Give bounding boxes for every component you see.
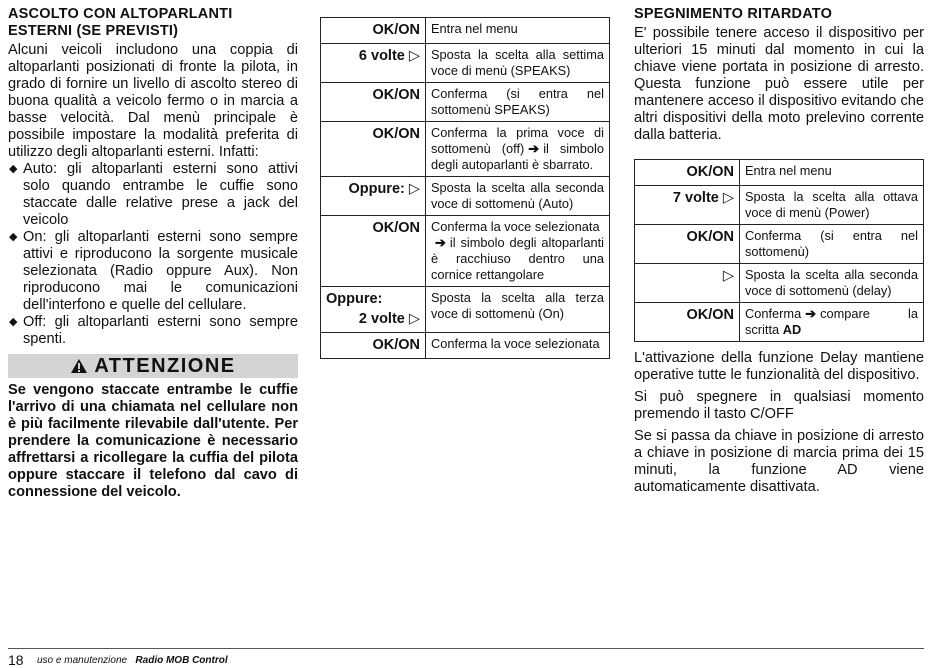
table-row: [321, 287, 610, 333]
table-row: [321, 333, 610, 359]
step-key: Oppure: 2 volte ▷: [321, 287, 426, 333]
delay-para-1: L'attivazione della funzione Delay mantiene operative tutte le funzionalità del dispositivo.: [634, 350, 924, 383]
step-text: Conferma ➔ compare la scritta AD: [740, 303, 924, 342]
triangle-right-icon: ▷: [722, 190, 734, 206]
table-row: [635, 160, 924, 186]
diamond-bullet-icon: ◆: [9, 316, 18, 328]
right-column: [634, 0, 924, 496]
step-text: Sposta la scelta alla settima voce di menù (SPEAKS): [426, 44, 610, 83]
step-key: OK/ON: [321, 333, 426, 359]
diamond-bullet-icon: ◆: [9, 231, 18, 243]
diamond-bullet-icon: ◆: [9, 163, 18, 175]
table-row: [321, 216, 610, 287]
delay-heading: SPEGNIMENTO RITARDATO: [634, 6, 833, 22]
step-text: Conferma la voce selezionata ➔ il simbolo degli altoparlanti è racchiuso dentro una cornice rettangolare: [426, 216, 610, 287]
arrow-right-icon: ➔: [805, 306, 817, 321]
step-text: Conferma (si entra nel sottomenù SPEAKS): [426, 83, 610, 122]
page-number: 18: [8, 652, 24, 668]
step-key: OK/ON: [635, 303, 740, 342]
arrow-right-icon: ➔: [435, 235, 446, 250]
step-text: Sposta la scelta alla ottava voce di menù (Power): [740, 186, 924, 225]
warning-title: ATTENZIONE: [94, 354, 236, 377]
delay-intro: E' possibile tenere acceso il dispositivo per ulteriori 15 minuti dal momento in cui la chiave viene portata in posizione di arresto. Questa funzione può essere utile per mantenere acceso il dispositivo evitando che altri dispositivi della moto prelevino corrente dalla batteria.: [634, 25, 924, 143]
step-key: [635, 264, 740, 303]
step-text: Sposta la scelta alla seconda voce di sottomenù (Auto): [426, 177, 610, 216]
table-row: [635, 186, 924, 225]
warning-triangle-icon: [70, 358, 88, 374]
step-key: OK/ON: [635, 160, 740, 186]
warning-banner: [8, 354, 298, 378]
step-text: Conferma (si entra nel sottomenù): [740, 225, 924, 264]
triangle-right-icon: ▷: [722, 268, 734, 284]
step-text: Sposta la scelta alla seconda voce di sottomenù (delay): [740, 264, 924, 303]
footer-divider: [8, 648, 924, 649]
table-row: [321, 122, 610, 177]
delay-para-2: Si può spegnere in qualsiasi momento premendo il tasto C/OFF: [634, 389, 924, 422]
table-row: [321, 177, 610, 216]
table-row: [321, 83, 610, 122]
step-key: 7 volte ▷: [635, 186, 740, 225]
delay-steps-table: [634, 159, 924, 342]
list-item: ◆ Auto: gli altoparlanti esterni sono attivi solo quando entrambe le cuffie sono staccate dalle relative prese a jack del veicolo: [9, 161, 298, 228]
speakers-intro: Alcuni veicoli includono una coppia di altoparlanti posizionati di fronte la pilota, in grado di fornire un livello di ascolto stereo di buona qualità a veicolo fermo o in marcia a basse velocità. Dal menù principale è possibile impostare la modalità preferita di utilizzo degli altoparlanti esterni. Infatti:: [8, 42, 298, 160]
step-text: Conferma la voce selezionata: [426, 333, 610, 359]
left-column: [8, 0, 298, 501]
table-row: [635, 225, 924, 264]
triangle-right-icon: ▷: [408, 311, 420, 327]
step-key: OK/ON: [321, 122, 426, 177]
triangle-right-icon: ▷: [408, 48, 420, 64]
table-row: [321, 44, 610, 83]
warning-text: Se vengono staccate entrambe le cuffie l'arrivo di una chiamata nel cellulare non è più facilmente rilevabile dall'utente. Per prendere la comunicazione è necessario affrettarsi a ricollegare la cuffia del pilota oppure staccare il telefono dal cavo di connessione del veicolo.: [8, 382, 298, 500]
step-text: Sposta la scelta alla terza voce di sottomenù (On): [426, 287, 610, 333]
step-key: OK/ON: [321, 216, 426, 287]
speaker-steps-table: [320, 17, 610, 359]
step-text: Entra nel menu: [740, 160, 924, 186]
step-key: 6 volte ▷: [321, 44, 426, 83]
table-row: [635, 264, 924, 303]
footer-product: Radio MOB Control: [135, 655, 228, 666]
footer-section: uso e manutenzione: [37, 655, 128, 666]
speakers-heading: ASCOLTO CON ALTOPARLANTI ESTERNI (SE PREVISTI): [8, 6, 233, 39]
triangle-right-icon: ▷: [408, 181, 420, 197]
table-row: [635, 303, 924, 342]
step-text: Conferma la prima voce di sottomenù (off) ➔ il simbolo degli autoparlanti è sbarrato.: [426, 122, 610, 177]
list-item: ◆ Off: gli altoparlanti esterni sono sempre spenti.: [9, 314, 298, 347]
middle-column: [320, 17, 610, 359]
step-text: Entra nel menu: [426, 18, 610, 44]
list-item: ◆ On: gli altoparlanti esterni sono sempre attivi e riproducono la sorgente musicale selezionata (Radio oppure Aux). Non riproducono mai le comunicazioni dell'interfono e quelle del cellulare.: [9, 229, 298, 313]
step-key: OK/ON: [635, 225, 740, 264]
step-key: OK/ON: [321, 83, 426, 122]
table-row: [321, 18, 610, 44]
footer-caption: [37, 655, 228, 666]
step-key: Oppure: ▷: [321, 177, 426, 216]
step-key: OK/ON: [321, 18, 426, 44]
arrow-right-icon: ➔: [528, 141, 540, 156]
speaker-modes-list: [8, 161, 298, 348]
delay-para-3: Se si passa da chiave in posizione di arresto a chiave in posizione di marcia prima dei 15 minuti, la funzione AD viene automaticamente disattivata.: [634, 428, 924, 495]
